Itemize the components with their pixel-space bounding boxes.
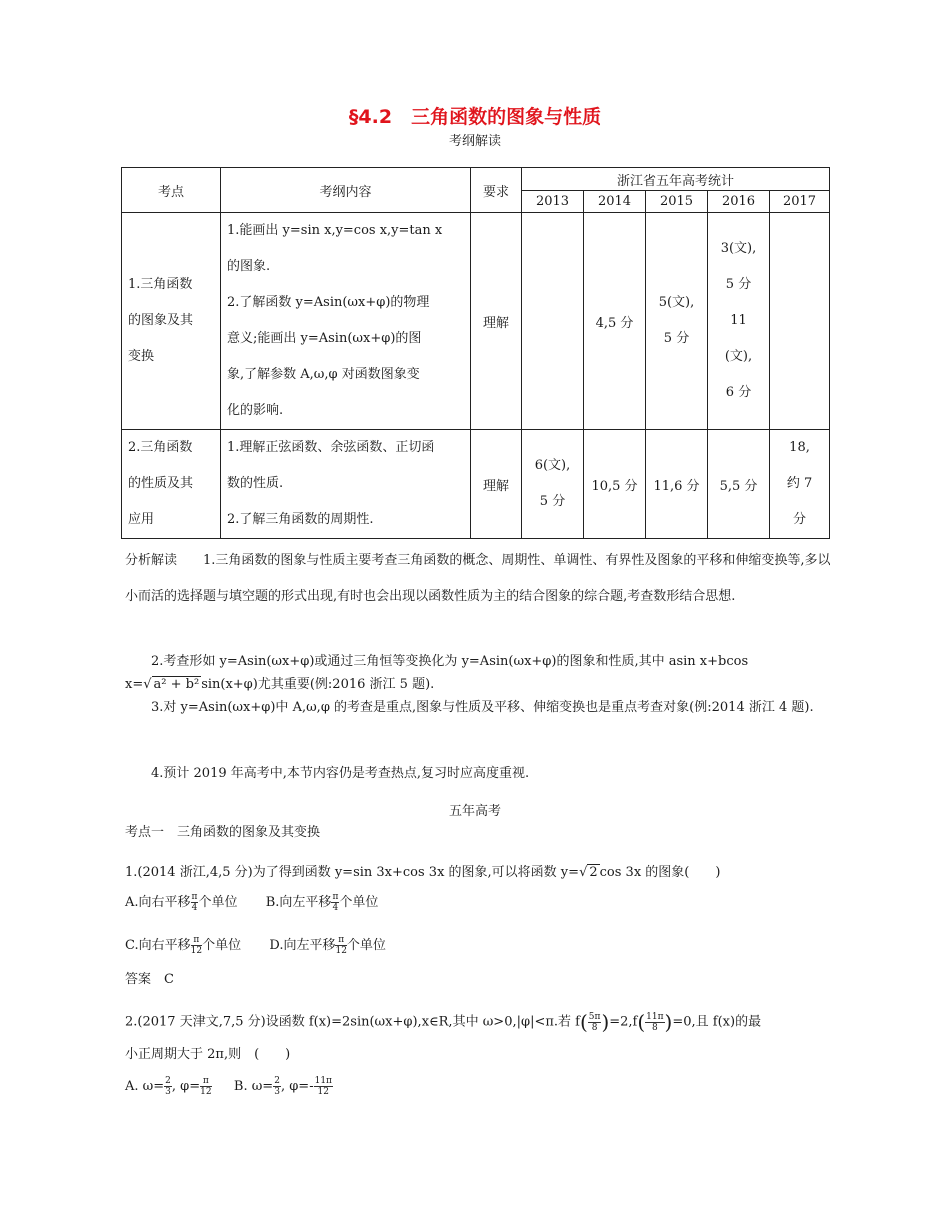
- option-d: D.向左平移 $\frac{\pi}{12}$ 个单位: [269, 935, 386, 956]
- header-stats: 浙江省五年高考统计: [522, 168, 830, 191]
- row1-requirement: 理解: [471, 213, 522, 430]
- row2-2013: 6(文), 5 分: [522, 430, 584, 539]
- question-2: 2.(2017 天津文,7,5 分)设函数 f(x)=2sin(ωx+φ),x∈R,其中 ω>0,|φ|<π.若 f( $\frac{5\pi}{8}$ )=2,f( $\frac{11\pi}{8}$ )=0,且 f(x)的最: [125, 1010, 762, 1034]
- analysis-label: 分析解读: [125, 553, 178, 568]
- row2-requirement: 理解: [471, 430, 522, 539]
- row1-2015: 5(文), 5 分: [646, 213, 708, 430]
- page-subtitle: 考纲解读: [448, 134, 501, 149]
- table-row: [122, 213, 830, 430]
- question-1-options-ab: [125, 885, 831, 921]
- header-content: 考纲内容: [221, 168, 471, 213]
- row1-2013: [522, 213, 584, 430]
- analysis-p1: 分析解读 1.三角函数的图象与性质主要考查三角函数的概念、周期性、单调性、有界性及图象的平移和伸缩变换等,多以小而活的选择题与填空题的形式出现,有时也会出现以函数性质为主的结合图象的综合题,考查数形结合思想.: [125, 553, 831, 604]
- row1-content: 1.能画出 y=sin x,y=cos x,y=tan x 的图象. 2.了解函数 y=Asin(ωx+φ)的物理 意义;能画出 y=Asin(ωx+φ)的图 象,了解参数 A,ω,φ 对函数图象变 化的影响.: [221, 213, 471, 430]
- row2-content: 1.理解正弦函数、余弦函数、正切函 数的性质. 2.了解三角函数的周期性.: [221, 430, 471, 539]
- option-b: B.向左平移 $\frac{\pi}{4}$ 个单位: [265, 892, 379, 913]
- row2-2015: 11,6 分: [646, 430, 708, 539]
- point-heading: 考点一 三角函数的图象及其变换: [125, 825, 321, 840]
- question-1: 1.(2014 浙江,4,5 分)为了得到函数 y=sin 3x+cos 3x 的图象,可以将函数 y=√ 2 cos 3x 的图象( ): [125, 865, 721, 880]
- row2-2016: 5,5 分: [708, 430, 770, 539]
- analysis-p4: 4.预计 2019 年高考中,本节内容仍是考查热点,复习时应高度重视.: [151, 766, 530, 781]
- header-year: 2016: [708, 191, 770, 213]
- row2-2014: 10,5 分: [584, 430, 646, 539]
- header-year: 2014: [584, 191, 646, 213]
- row2-point: 2.三角函数 的性质及其 应用: [122, 430, 221, 539]
- question-2-line2: 小正周期大于 2π,则 ( ): [125, 1047, 291, 1062]
- row1-2017: [770, 213, 830, 430]
- option-a: A. ω= $\frac{2}{3}$ , φ= $\frac{\pi}{12}$: [125, 1076, 212, 1097]
- question-1-options-cd: [125, 928, 831, 964]
- question-2-options: [125, 1069, 831, 1105]
- option-a: A.向右平移 $\frac{\pi}{4}$ 个单位: [125, 892, 238, 913]
- analysis-p2: 2.考查形如 y=Asin(ωx+φ)或通过三角恒等变换化为 y=Asin(ωx+φ)的图象和性质,其中 asin x+bcos: [151, 654, 749, 669]
- header-point: 考点: [122, 168, 221, 213]
- row1-2016: 3(文), 5 分 11 (文), 6 分: [708, 213, 770, 430]
- answer-1: 答案 C: [125, 972, 174, 987]
- analysis-p3: 3.对 y=Asin(ωx+φ)中 A,ω,φ 的考查是重点,图象与性质及平移、伸缩变换也是重点考查对象(例:2014 浙江 4 题).: [151, 700, 814, 715]
- row1-point: 1.三角函数 的图象及其 变换: [122, 213, 221, 430]
- analysis-p2-line2: x=√ a² + b² sin(x+φ)尤其重要(例:2016 浙江 5 题).: [125, 677, 435, 692]
- option-b: B. ω= $\frac{2}{3}$ , φ=- $\frac{11\pi}{12}$: [233, 1076, 332, 1097]
- header-year: 2017: [770, 191, 830, 213]
- outline-table: [121, 167, 830, 539]
- row1-2014: 4,5 分: [584, 213, 646, 430]
- header-year: 2013: [522, 191, 584, 213]
- table-row: [122, 430, 830, 539]
- option-c: C.向右平移 $\frac{\pi}{12}$ 个单位: [125, 935, 242, 956]
- row2-2017: 18, 约 7 分: [770, 430, 830, 539]
- page-title: §4.2 三角函数的图象与性质: [348, 106, 602, 128]
- header-year: 2015: [646, 191, 708, 213]
- header-requirement: 要求: [471, 168, 522, 213]
- section-heading: 五年高考: [448, 804, 501, 819]
